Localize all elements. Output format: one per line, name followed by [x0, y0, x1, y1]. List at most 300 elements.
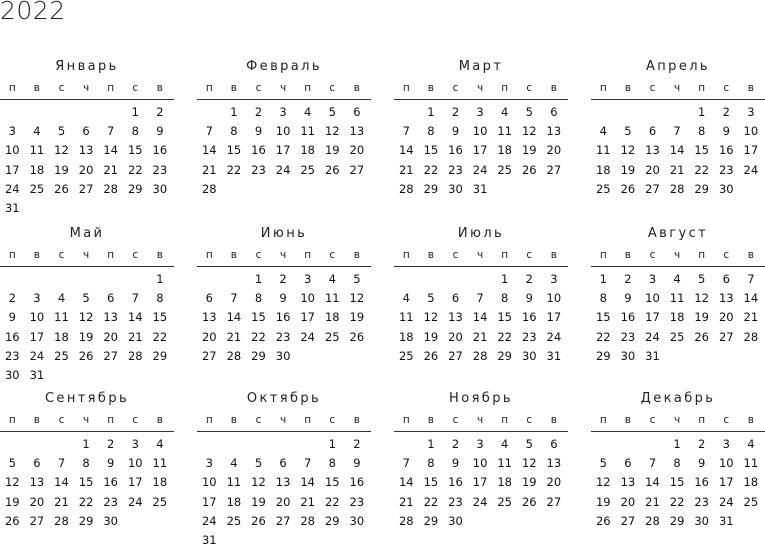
weekday-label: в — [427, 249, 434, 261]
year-title: 2022 — [0, 0, 66, 25]
day-cell: 17 — [300, 310, 315, 325]
day-cell: 16 — [448, 475, 463, 490]
day-cell: 9 — [698, 456, 706, 471]
day-cell: 22 — [324, 494, 340, 509]
day-cell: 19 — [694, 310, 709, 325]
day-cell: 6 — [648, 124, 657, 139]
day-cell: 17 — [743, 143, 759, 158]
day-cell: 19 — [251, 494, 266, 509]
weekday-label: с — [329, 249, 336, 261]
weekday-label: в — [33, 414, 40, 426]
empty-cell — [394, 270, 419, 289]
weekday-label: ч — [476, 249, 484, 261]
header-divider — [591, 99, 765, 100]
day-cell: 27 — [78, 181, 94, 196]
header-divider — [394, 99, 568, 100]
day-cell: 2 — [353, 437, 361, 451]
weekday-label: п — [501, 249, 509, 261]
month-name: Сентябрь — [44, 391, 130, 406]
day-cell: 17 — [201, 494, 217, 509]
day-cell: 18 — [54, 329, 69, 344]
empty-cell — [665, 103, 690, 122]
day-cell: 9 — [353, 456, 361, 471]
day-cell: 24 — [201, 513, 217, 528]
weekday-label: с — [526, 249, 533, 261]
month-name: Август — [647, 226, 709, 241]
day-cell: 14 — [103, 143, 118, 158]
day-cell: 22 — [423, 162, 439, 177]
day-cell: 21 — [743, 310, 759, 325]
weekday-label: ч — [279, 249, 287, 261]
empty-cell — [197, 435, 222, 454]
month-name: Июнь — [260, 226, 308, 241]
empty-cell — [123, 270, 148, 289]
day-cell: 16 — [521, 310, 537, 325]
day-cell: 30 — [349, 513, 365, 528]
empty-cell — [419, 270, 444, 289]
day-cell: 7 — [131, 291, 139, 306]
day-cell: 5 — [82, 291, 90, 306]
day-cell: 20 — [201, 329, 217, 344]
day-cell: 28 — [103, 181, 118, 196]
empty-cell — [591, 435, 616, 454]
weekday-label: ч — [82, 414, 90, 426]
day-cell: 23 — [4, 348, 20, 363]
day-cell: 17 — [546, 310, 562, 325]
empty-cell — [640, 435, 665, 454]
day-cell: 14 — [669, 143, 685, 158]
day-cell: 3 — [550, 272, 558, 286]
day-cell: 6 — [279, 456, 287, 471]
day-cell: 21 — [127, 329, 143, 344]
day-cell: 3 — [476, 437, 484, 451]
day-cell: 22 — [152, 329, 168, 344]
day-cell: 23 — [521, 329, 537, 344]
day-cell: 21 — [398, 494, 414, 509]
day-cell: 26 — [423, 348, 439, 363]
month-block — [591, 224, 765, 366]
month-block — [197, 389, 371, 550]
day-cell: 11 — [324, 291, 340, 306]
weekday-label: с — [132, 249, 139, 261]
day-cell: 16 — [349, 475, 365, 490]
empty-cell — [49, 270, 74, 289]
day-cell: 5 — [698, 272, 706, 286]
day-cell: 28 — [300, 513, 315, 528]
day-cell: 2 — [107, 437, 115, 451]
day-cell: 29 — [251, 348, 266, 363]
weekday-label: в — [230, 414, 237, 426]
day-cell: 12 — [694, 291, 709, 306]
day-cell: 1 — [501, 272, 509, 286]
day-cell: 24 — [472, 494, 488, 509]
weekday-label: в — [353, 414, 360, 426]
day-cell: 16 — [694, 475, 709, 490]
day-cell: 4 — [673, 272, 681, 286]
empty-cell — [616, 103, 641, 122]
month-name: Июль — [457, 226, 505, 241]
day-cell: 1 — [230, 105, 238, 119]
day-cell: 8 — [427, 124, 435, 139]
weekday-label: ч — [279, 82, 287, 94]
day-cell: 2 — [722, 105, 730, 119]
day-cell: 7 — [476, 291, 484, 306]
day-cell: 25 — [226, 513, 242, 528]
month-block — [591, 57, 765, 199]
day-cell: 27 — [620, 513, 636, 528]
day-cell: 4 — [501, 437, 509, 451]
day-cell: 27 — [103, 348, 118, 363]
day-cell: 25 — [324, 329, 340, 344]
day-cell: 16 — [103, 475, 118, 490]
weekday-header — [0, 409, 174, 426]
day-cell: 20 — [29, 494, 45, 509]
day-cell: 5 — [525, 105, 533, 119]
day-cell: 3 — [747, 105, 755, 119]
weekday-label: в — [156, 249, 163, 261]
weekday-label: ч — [673, 82, 681, 94]
month-name: Декабрь — [640, 391, 716, 406]
empty-cell — [74, 270, 99, 289]
day-cell: 21 — [103, 162, 118, 177]
day-cell: 6 — [550, 105, 558, 119]
weekday-label: п — [698, 414, 706, 426]
month-block — [0, 57, 174, 218]
day-cell: 21 — [645, 494, 660, 509]
day-cell: 2 — [254, 105, 263, 119]
weekday-label: с — [255, 82, 262, 94]
day-cell: 19 — [595, 494, 611, 509]
weekday-label: с — [58, 82, 65, 94]
day-cell: 15 — [226, 143, 242, 158]
day-cell: 14 — [398, 143, 414, 158]
weekday-label: с — [649, 249, 656, 261]
day-cell: 23 — [448, 494, 463, 509]
day-cell: 11 — [595, 143, 611, 158]
weekday-label: с — [132, 414, 139, 426]
day-cell: 1 — [82, 437, 90, 451]
day-cell: 8 — [501, 291, 509, 306]
day-cell: 7 — [673, 124, 681, 139]
day-cell: 11 — [497, 124, 512, 139]
day-cell: 22 — [251, 329, 266, 344]
weekday-label: в — [427, 414, 434, 426]
month-block — [197, 224, 371, 366]
day-cell: 16 — [620, 310, 636, 325]
day-cell: 10 — [743, 124, 759, 139]
day-grid — [0, 270, 174, 385]
day-cell: 19 — [54, 162, 69, 177]
month-block — [197, 57, 371, 199]
day-cell: 2 — [451, 105, 460, 119]
weekday-label: п — [599, 249, 607, 261]
day-cell: 20 — [718, 310, 734, 325]
day-cell: 22 — [595, 329, 611, 344]
weekday-label: с — [452, 249, 459, 261]
day-cell: 17 — [718, 475, 734, 490]
day-cell: 26 — [324, 162, 340, 177]
weekday-label: п — [8, 249, 16, 261]
day-cell: 28 — [645, 513, 660, 528]
weekday-label: ч — [476, 414, 484, 426]
weekday-label: п — [8, 82, 16, 94]
day-cell: 14 — [645, 475, 660, 490]
month-block — [591, 389, 765, 531]
day-cell: 27 — [546, 494, 562, 509]
day-cell: 8 — [698, 124, 706, 139]
day-cell: 4 — [304, 105, 312, 119]
day-cell: 9 — [722, 124, 730, 139]
empty-cell — [197, 270, 222, 289]
header-divider — [394, 266, 568, 267]
day-cell: 2 — [156, 105, 164, 119]
day-cell: 10 — [29, 310, 45, 325]
weekday-label: с — [452, 414, 459, 426]
day-cell: 24 — [29, 348, 45, 363]
day-cell: 6 — [82, 124, 90, 139]
day-cell: 6 — [205, 291, 213, 306]
weekday-label: с — [526, 414, 533, 426]
day-cell: 26 — [595, 513, 611, 528]
weekday-header — [0, 244, 174, 261]
day-cell: 18 — [324, 310, 340, 325]
day-cell: 25 — [669, 329, 685, 344]
day-cell: 13 — [275, 475, 291, 490]
header-divider — [394, 431, 568, 432]
day-cell: 6 — [624, 456, 632, 471]
day-cell: 4 — [747, 437, 755, 451]
day-grid — [394, 270, 568, 366]
day-cell: 23 — [620, 329, 636, 344]
weekday-label: п — [304, 82, 312, 94]
day-cell: 13 — [718, 291, 734, 306]
day-cell: 24 — [546, 329, 562, 344]
day-cell: 26 — [349, 329, 365, 344]
day-cell: 18 — [226, 494, 242, 509]
empty-cell — [0, 270, 25, 289]
day-cell: 3 — [279, 105, 287, 119]
day-cell: 25 — [29, 181, 45, 196]
day-cell: 29 — [324, 513, 340, 528]
day-cell: 25 — [300, 162, 315, 177]
day-cell: 15 — [78, 475, 94, 490]
day-cell: 18 — [497, 475, 512, 490]
day-cell: 17 — [645, 310, 660, 325]
day-cell: 12 — [595, 475, 611, 490]
day-cell: 19 — [620, 162, 636, 177]
weekday-label: в — [747, 82, 754, 94]
month-name: Ноябрь — [449, 391, 513, 406]
day-cell: 10 — [4, 143, 20, 158]
day-cell: 12 — [251, 475, 266, 490]
weekday-label: ч — [673, 414, 681, 426]
day-cell: 24 — [645, 329, 660, 344]
day-cell: 30 — [152, 181, 168, 196]
day-cell: 23 — [275, 329, 291, 344]
weekday-label: с — [58, 249, 65, 261]
day-cell: 22 — [78, 494, 94, 509]
day-grid — [394, 103, 568, 199]
day-cell: 30 — [620, 348, 636, 363]
day-cell: 13 — [620, 475, 636, 490]
day-cell: 14 — [127, 310, 143, 325]
day-cell: 17 — [29, 329, 45, 344]
weekday-header — [0, 77, 174, 94]
day-cell: 9 — [107, 456, 115, 471]
day-cell: 30 — [718, 181, 734, 196]
day-cell: 25 — [152, 494, 168, 509]
weekday-header — [394, 409, 568, 426]
day-cell: 11 — [29, 143, 45, 158]
day-cell: 13 — [201, 310, 217, 325]
day-cell: 29 — [497, 348, 512, 363]
day-cell: 3 — [304, 272, 312, 286]
day-cell: 25 — [595, 181, 611, 196]
day-cell: 15 — [251, 310, 266, 325]
day-cell: 19 — [4, 494, 20, 509]
day-cell: 18 — [152, 475, 168, 490]
empty-cell — [591, 103, 616, 122]
day-cell: 24 — [275, 162, 291, 177]
header-divider — [591, 431, 765, 432]
empty-cell — [197, 103, 222, 122]
empty-cell — [0, 435, 25, 454]
day-grid — [591, 103, 765, 199]
empty-cell — [25, 270, 50, 289]
weekday-label: в — [550, 82, 557, 94]
day-cell: 29 — [127, 181, 143, 196]
day-cell: 1 — [427, 105, 435, 119]
day-cell: 22 — [497, 329, 512, 344]
day-cell: 21 — [54, 494, 69, 509]
day-cell: 24 — [127, 494, 143, 509]
day-cell: 5 — [57, 124, 66, 139]
weekday-label: п — [599, 414, 607, 426]
day-cell: 14 — [398, 475, 414, 490]
day-cell: 28 — [743, 329, 759, 344]
day-cell: 19 — [521, 143, 537, 158]
day-cell: 31 — [645, 348, 660, 363]
day-cell: 6 — [550, 437, 558, 451]
day-cell: 29 — [595, 348, 611, 363]
day-cell: 26 — [521, 162, 537, 177]
day-cell: 20 — [546, 143, 562, 158]
weekday-label: с — [649, 414, 656, 426]
weekday-label: п — [205, 414, 213, 426]
weekday-label: в — [353, 82, 360, 94]
day-cell: 15 — [497, 310, 512, 325]
day-cell: 26 — [694, 329, 709, 344]
day-cell: 14 — [201, 143, 217, 158]
weekday-label: в — [624, 82, 631, 94]
weekday-label: в — [230, 249, 237, 261]
day-cell: 11 — [398, 310, 414, 325]
weekday-header — [197, 409, 371, 426]
day-cell: 29 — [669, 513, 685, 528]
weekday-label: в — [156, 82, 163, 94]
day-cell: 11 — [152, 456, 168, 471]
day-cell: 15 — [423, 143, 439, 158]
day-cell: 21 — [300, 494, 315, 509]
weekday-label: ч — [673, 249, 681, 261]
weekday-label: п — [402, 249, 410, 261]
day-cell: 4 — [402, 291, 410, 306]
day-cell: 2 — [525, 272, 533, 286]
month-name: Октябрь — [246, 391, 322, 406]
day-cell: 15 — [669, 475, 685, 490]
day-cell: 28 — [226, 348, 242, 363]
day-cell: 4 — [599, 124, 607, 139]
empty-cell — [222, 435, 247, 454]
month-name: Май — [69, 226, 105, 241]
weekday-label: п — [501, 414, 509, 426]
day-cell: 24 — [300, 329, 315, 344]
day-cell: 19 — [349, 310, 365, 325]
day-cell: 6 — [107, 291, 115, 306]
day-cell: 23 — [349, 494, 365, 509]
day-cell: 23 — [251, 162, 266, 177]
weekday-header — [197, 244, 371, 261]
day-cell: 28 — [669, 181, 685, 196]
day-cell: 18 — [29, 162, 45, 177]
day-cell: 4 — [328, 272, 336, 286]
day-cell: 29 — [694, 181, 709, 196]
month-block — [394, 57, 568, 199]
day-cell: 10 — [472, 124, 488, 139]
day-cell: 31 — [4, 200, 20, 215]
day-cell: 20 — [103, 329, 118, 344]
day-cell: 23 — [152, 162, 168, 177]
day-cell: 14 — [226, 310, 242, 325]
day-cell: 8 — [599, 291, 607, 306]
weekday-label: с — [723, 249, 730, 261]
day-cell: 13 — [546, 456, 562, 471]
day-cell: 20 — [275, 494, 291, 509]
day-cell: 22 — [423, 494, 439, 509]
day-cell: 7 — [402, 456, 410, 471]
day-cell: 30 — [448, 513, 463, 528]
day-cell: 3 — [8, 124, 16, 139]
empty-cell — [98, 103, 123, 122]
day-cell: 14 — [300, 475, 315, 490]
day-cell: 28 — [201, 181, 217, 196]
weekday-header — [591, 409, 765, 426]
month-block — [394, 389, 568, 531]
day-cell: 23 — [718, 162, 734, 177]
day-cell: 18 — [669, 310, 685, 325]
day-cell: 10 — [472, 456, 488, 471]
day-cell: 9 — [624, 291, 632, 306]
day-cell: 6 — [722, 272, 730, 286]
day-cell: 25 — [743, 494, 759, 509]
day-cell: 5 — [427, 291, 435, 306]
day-cell: 1 — [156, 272, 164, 286]
day-cell: 5 — [525, 437, 533, 451]
month-block — [394, 224, 568, 366]
day-cell: 12 — [4, 475, 20, 490]
day-cell: 13 — [349, 124, 365, 139]
day-cell: 25 — [54, 348, 69, 363]
day-cell: 10 — [201, 475, 217, 490]
day-cell: 26 — [4, 513, 20, 528]
weekday-label: ч — [279, 414, 287, 426]
day-cell: 3 — [722, 437, 730, 451]
day-cell: 7 — [205, 124, 213, 139]
day-cell: 5 — [254, 456, 263, 471]
weekday-header — [394, 77, 568, 94]
day-cell: 19 — [78, 329, 94, 344]
day-cell: 22 — [226, 162, 242, 177]
